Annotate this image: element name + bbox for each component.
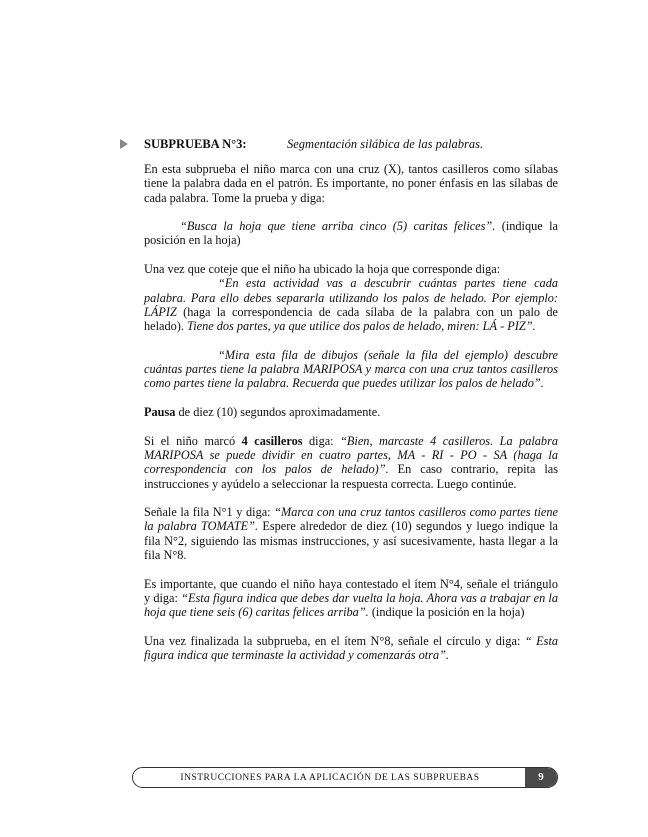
note-sheet-position: (indique la posición en la hoja) bbox=[144, 219, 558, 248]
footer-label: INSTRUCCIONES PARA LA APLICACIÓN DE LAS SUBPRUEBAS bbox=[180, 773, 480, 783]
pause-label: Pausa bbox=[144, 405, 176, 420]
pause-text: de diez (10) segundos aproximadamente. bbox=[178, 405, 381, 420]
subtest-title: SUBPRUEBA N°3: bbox=[144, 137, 247, 151]
paragraph-example-lapiz bbox=[144, 276, 558, 333]
page-footer bbox=[132, 767, 558, 788]
text-segment: En caso contrario, repita las instrucciones y ayúdelo a seleccionar la respuesta correcta. Luego continúe. bbox=[144, 462, 558, 491]
text-segment: Señale la fila N°1 y diga: bbox=[144, 505, 271, 520]
four-boxes-bold: 4 casilleros bbox=[241, 433, 303, 448]
instructions-body bbox=[144, 162, 558, 677]
text-segment: Si el niño marcó bbox=[144, 433, 236, 448]
paragraph-verify: Una vez que coteje que el niño ha ubicado la hoja que corresponde diga: bbox=[144, 262, 501, 277]
paragraph-circle bbox=[144, 634, 558, 663]
paragraph-pause bbox=[144, 405, 558, 419]
quote-find-sheet: “Busca la hoja que tiene arriba cinco (5) caritas felices”. bbox=[180, 219, 496, 234]
quote-activity: “En esta actividad vas a descubrir cuántas partes tiene cada palabra. Para ello debes separarla utilizando los palos de helado. Por ejemplo: LÁPIZ bbox=[144, 276, 558, 319]
text-segment: diga: bbox=[309, 433, 334, 448]
paragraph-row-one bbox=[144, 505, 558, 562]
quote-tomate: “Marca con una cruz tantos casilleros como partes tiene la palabra TOMATE”. bbox=[144, 505, 559, 534]
text-segment: Espere alrededor de diez (10) segundos y luego indique la fila N°2, siguiendo las mismas instrucciones, y así sucesivamente, hasta llegar a la fila N°8. bbox=[144, 519, 559, 563]
triangle-bullet-icon bbox=[120, 139, 128, 149]
quote-correct: “Bien, marcaste 4 casilleros. La palabra MARIPOSA se puede dividir en cuatro partes, MA - RI - PO - SA (haga la correspondencia con los palos de helado)”. bbox=[144, 433, 559, 477]
paragraph-find-sheet bbox=[144, 219, 558, 248]
page-number: 9 bbox=[525, 768, 557, 787]
quote-lapiz: Tiene dos partes, ya que utilice dos palos de helado, miren: LÁ - PIZ”. bbox=[187, 319, 536, 334]
text-segment: Es importante, que cuando el niño haya contestado el ítem N°4, señale el triángulo y diga: bbox=[144, 576, 558, 605]
quote-finished: “ Esta figura indica que terminaste la actividad y comenzarás otra”. bbox=[144, 633, 559, 663]
quote-mariposa: “Mira esta fila de dibujos (señale la fila del ejemplo) descubre cuántas partes tiene la palabra MARIPOSA y marca con una cruz tantos casilleros como partes tiene la palabra. Recuerda que puedes utilizar los palos de helado”. bbox=[144, 347, 558, 391]
text-segment: (indique la posición en la hoja) bbox=[371, 605, 525, 620]
text-segment: Una vez finalizada la subprueba, en el ítem N°8, señale el círculo y diga: bbox=[144, 633, 521, 648]
paragraph-four-boxes bbox=[144, 434, 558, 491]
quote-turn-page: “Esta figura indica que debes dar vuelta la hoja. Ahora vas a trabajar en la hoja que tiene seis (6) caritas felices arriba”. bbox=[144, 590, 559, 620]
subtest-subtitle: Segmentación silábica de las palabras. bbox=[287, 137, 484, 151]
section-heading bbox=[120, 136, 540, 152]
paragraph-triangle bbox=[144, 577, 558, 620]
paragraph-intro: En esta subprueba el niño marca con una cruz (X), tantos casilleros como sílabas tiene la palabra dada en el patrón. Es importante, no poner énfasis en las sílabas de cada palabra. Tome la prueba y diga: bbox=[144, 162, 558, 205]
paragraph-mariposa bbox=[144, 348, 558, 391]
note-correspondence: (haga la correspondencia de cada sílaba de la palabra con un palo de helado). bbox=[144, 304, 559, 334]
